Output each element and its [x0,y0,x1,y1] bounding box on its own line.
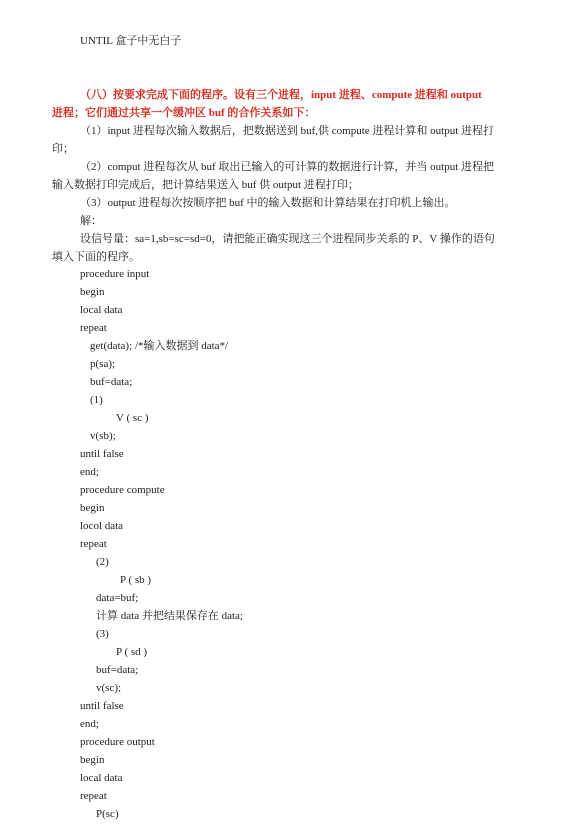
code-line: procedure compute [80,484,165,496]
semaphore-line-2: 填入下面的程序。 [52,251,140,263]
code-line: locol data [80,520,124,532]
code-line: begin [80,286,105,298]
code-line: repeat [80,790,107,802]
code-line: until false [80,700,124,712]
item-1-line-1: （1）input 进程每次输入数据后，把数据送到 buf,供 compute 进程计算和 output 进程打 [80,125,495,137]
code-line: end; [80,718,99,730]
code-line: v(sc); [96,682,122,694]
answer-label: 解： [80,215,102,227]
code-line: repeat [80,538,107,550]
blank-marker: (2) [96,556,109,568]
code-line: local data [80,304,123,316]
code-line: begin [80,754,105,766]
item-2-line-2: 输入数据打印完成后，把计算结果送入 buf 供 output 进程打印； [52,179,359,191]
code-line: buf=data; [96,664,139,676]
problem-title-line-1: （八）按要求完成下面的程序。设有三个进程，input 进程、compute 进程和 output [80,89,482,101]
code-line: repeat [80,322,107,334]
code-line: until false [80,448,124,460]
until-line: UNTIL 盒子中无白子 [80,35,182,47]
code-line: procedure input [80,268,150,280]
blank-answer: P ( sd ) [116,646,148,658]
blank-answer: V ( sc ) [116,412,149,424]
code-line: P(sc) [96,808,119,820]
code-line: end; [80,466,99,478]
problem-title-line-2: 进程；它们通过共享一个缓冲区 buf 的合作关系如下： [52,107,316,119]
item-2-line-1: （2）comput 进程每次从 buf 取出已输入的可计算的数据进行计算，并当 output 进程把 [80,161,495,173]
code-line: procedure output [80,736,155,748]
code-line: buf=data; [90,376,133,388]
code-line: get(data); /*输入数据到 data*/ [90,340,229,352]
blank-marker: (1) [90,394,103,406]
code-line: data=buf; [96,592,139,604]
item-3-line-1: （3）output 进程每次按顺序把 buf 中的输入数据和计算结果在打印机上输出。 [80,197,456,209]
blank-marker: (3) [96,628,109,640]
code-line: 计算 data 并把结果保存在 data; [96,610,243,622]
blank-answer: P ( sb ) [120,574,152,586]
code-line: begin [80,502,105,514]
semaphore-line-1: 设信号量：sa=1,sb=sc=sd=0，请把能正确实现这三个进程同步关系的 P、V 操作的语句 [80,233,495,245]
code-line: p(sa); [90,358,116,370]
code-line: v(sb); [90,430,116,442]
code-line: local data [80,772,123,784]
item-1-line-2: 印； [52,143,74,155]
